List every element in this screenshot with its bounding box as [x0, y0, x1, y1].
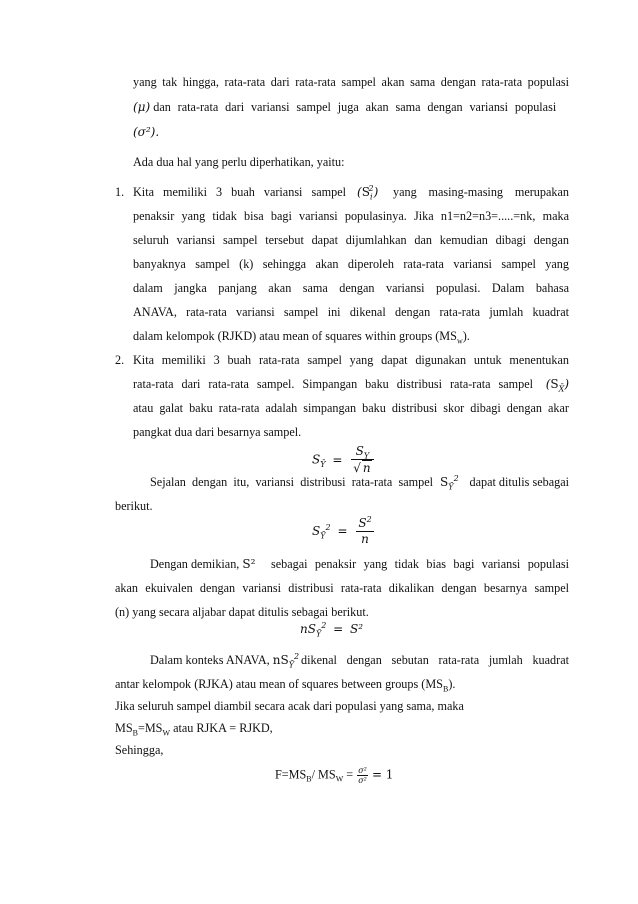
fraction-sigma: $\frac{\text{σ²}}{\text{σ²}}$: [358, 766, 367, 785]
text-line: banyaknya sampel (k) sehingga akan diperoleh rata-rata variansi sampel yang: [133, 257, 569, 271]
text-span: yang masing-masing merupakan: [393, 185, 569, 199]
text-line: yang tak hingga, rata-rata dari rata-rata sampel akan sama dengan rata-rata populasi: [133, 75, 569, 89]
text-line: [150, 474, 569, 490]
math-s-xbar: $(S_{X̄})$: [545, 377, 569, 394]
text-line: [133, 376, 569, 392]
text-line: Sehingga,: [115, 743, 164, 757]
list-number-1: 1.: [115, 185, 125, 199]
text-span: F=MS: [275, 767, 307, 782]
text-span: MS: [115, 721, 133, 735]
text-line: dalam jangka panjang akan sama dengan variansi populasi. Dalam bahasa: [133, 281, 569, 295]
math-s-squared: S²: [242, 557, 256, 571]
text-line: penaksir yang tidak bisa bagi variansi populasinya. Jika n1=n2=n3=.....=nk, maka: [133, 209, 569, 223]
equation-standard-error: $S_Ȳ$ = $\frac{S_Y}{√ n}$: [312, 444, 376, 476]
text-span: Dengan demikian,: [150, 557, 240, 571]
text-line: (n) yang secara aljabar dapat ditulis sebagai berikut.: [115, 605, 369, 619]
text-line: [150, 652, 569, 668]
text-span: ).: [448, 677, 456, 691]
math-sigma-squared: (σ²).: [133, 125, 160, 139]
math-s-i-squared: $(S_i^2)$: [357, 184, 379, 202]
text-span: Sejalan dengan itu, variansi distribusi rata-rata sampel: [150, 475, 433, 489]
text-line: Kita memiliki 3 buah rata-rata sampel yang dapat digunakan untuk menentukan: [133, 353, 569, 367]
text-span: / MS: [311, 767, 336, 782]
text-line: akan ekuivalen dengan variansi distribusi rata-rata dikalikan dengan besarnya sampel: [115, 581, 569, 595]
text-span: dalam kelompok (RJKD) atau mean of squares within groups (MS: [133, 329, 457, 343]
text-span: =MS: [137, 721, 163, 735]
text-line: berikut.: [115, 499, 153, 513]
text-line: pangkat dua dari besarnya sampel.: [133, 425, 302, 439]
subscript: B: [442, 684, 449, 694]
equation-n-variance: $nS_Ȳ^2 = S^2$: [300, 621, 364, 639]
text-span: Kita memiliki 3 buah variansi sampel: [133, 185, 346, 199]
subscript: W: [335, 774, 344, 784]
text-span: =: [343, 767, 357, 782]
text-span: dapat ditulis sebagai: [469, 475, 569, 489]
text-span: rata-rata dari rata-rata sampel. Simpangan baku distribusi rata-rata sampel: [133, 377, 533, 391]
equation-f-ratio: [275, 766, 393, 785]
math-mu: (μ): [133, 100, 151, 114]
text-line: ANAVA, rata-rata variansi sampel ini dikenal dengan rata-rata jumlah kuadrat: [133, 305, 569, 319]
subscript: B: [306, 774, 312, 784]
text-line: seluruh variansi sampel tersebut dapat dijumlahkan dan kemudian dibagi dengan: [133, 233, 569, 247]
subscript: w: [456, 336, 463, 346]
text-line: atau galat baku rata-rata adalah simpangan baku distribusi skor dibagi dengan akar: [133, 401, 569, 415]
subscript: B: [132, 728, 138, 738]
text-span: sebagai penaksir yang tidak bias bagi variansi populasi: [271, 557, 569, 571]
text-line: Jika seluruh sampel diambil secara acak dari populasi yang sama, maka: [115, 699, 464, 713]
equation-result: = 1: [371, 767, 394, 782]
list-number-2: 2.: [115, 353, 125, 367]
text-line: [150, 556, 569, 572]
math-n-s-ybar-squared: $nS_Ȳ^2$: [272, 652, 300, 670]
text-line: [133, 124, 159, 140]
text-line: [133, 99, 569, 115]
text-line: [115, 720, 273, 736]
math-s-ybar-squared: $S_Ȳ^2$: [440, 474, 459, 492]
text-span: ).: [462, 329, 470, 343]
subscript: W: [162, 728, 171, 738]
text-span: Dalam konteks ANAVA,: [150, 653, 270, 667]
text-line: [133, 328, 470, 344]
text-line: [115, 676, 455, 692]
text-span: dikenal dengan sebutan rata-rata jumlah kuadrat: [301, 653, 569, 667]
text-span: antar kelompok (RJKA) atau mean of squares between groups (MS: [115, 677, 443, 691]
text-line: [133, 184, 569, 200]
text-span: atau RJKA = RJKD,: [173, 721, 273, 735]
equation-variance-of-mean: $S_Ȳ^2$ = $\frac{S^2}{n}$: [312, 515, 372, 546]
text-line-2-rest: dan rata-rata dari variansi sampel juga akan sama dengan variansi populasi: [153, 100, 557, 114]
text-line: Ada dua hal yang perlu diperhatikan, yaitu:: [133, 155, 345, 169]
